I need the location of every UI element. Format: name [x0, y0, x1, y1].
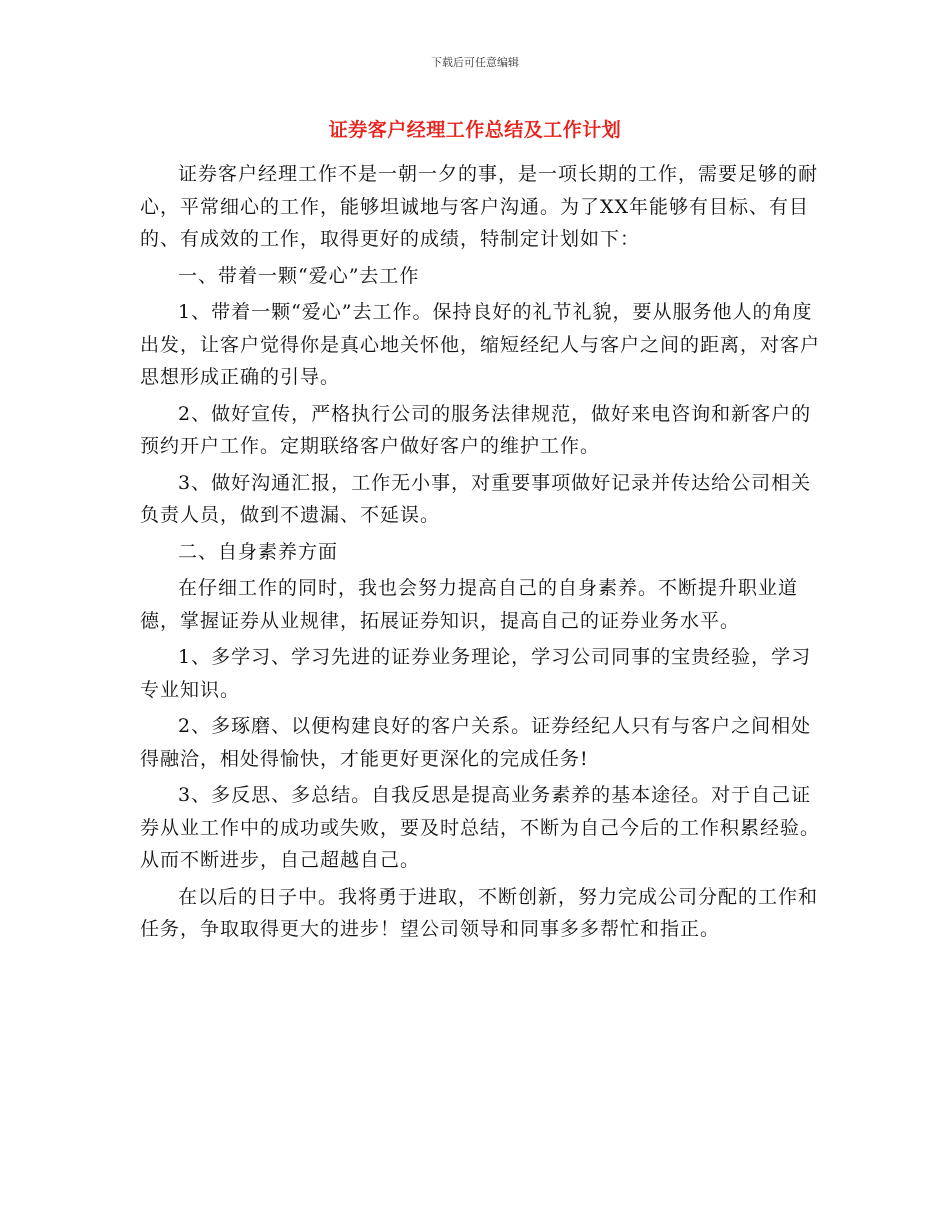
section-heading-2: 二、自身素养方面 [178, 540, 339, 563]
paragraph-intro: 证券客户经理工作不是一朝一夕的事，是一项长期的工作，需要足够的耐心，平常细心的工作，能够坦诚地与客户沟通。为了XX年能够有目标、有目的、有成效的工作，取得更好的成绩，特制定计划如下： [140, 163, 819, 250]
paragraph-2-3: 3、多反思、多总结。自我反思是提高业务素养的基本途径。对于自己证券从业工作中的成功或失败，要及时总结，不断为自己今后的工作积累经验。从而不断进步，自己超越自己。 [140, 784, 821, 871]
paragraph-closing: 在以后的日子中。我将勇于进取，不断创新，努力完成公司分配的工作和任务，争取取得更大的进步！望公司领导和同事多多帮忙和指正。 [140, 885, 819, 940]
paragraph-2-1: 1、多学习、学习先进的证券业务理论，学习公司同事的宝贵经验，学习专业知识。 [140, 646, 812, 701]
paragraph-1-1: 1、带着一颗“爱心”去工作。保持良好的礼节礼貌，要从服务他人的角度出发，让客户觉得你是真心地关怀他，缩短经纪人与客户之间的距离，对客户思想形成正确的引导。 [140, 301, 821, 388]
paragraph-1-2: 2、做好宣传，严格执行公司的服务法律规范，做好来电咨询和新客户的预约开户工作。定期联络客户做好客户的维护工作。 [140, 402, 812, 457]
paragraph-2-intro: 在仔细工作的同时，我也会努力提高自己的自身素养。不断提升职业道德，掌握证券从业规律，拓展证券知识，提高自己的证券业务水平。 [140, 577, 799, 632]
document-title: 证券客户经理工作总结及工作计划 [328, 119, 622, 141]
paragraph-1-3: 3、做好沟通汇报，工作无小事，对重要事项做好记录并传达给公司相关负责人员，做到不遗漏、不延误。 [140, 471, 812, 526]
paragraph-2-2: 2、多琢磨、以便构建良好的客户关系。证券经纪人只有与客户之间相处得融洽，相处得愉快，才能更好更深化的完成任务! [140, 715, 812, 770]
section-heading-1: 一、带着一颗“爱心”去工作 [178, 264, 420, 287]
document-body [140, 158, 820, 950]
header-note: 下载后可任意编辑 [431, 56, 519, 69]
